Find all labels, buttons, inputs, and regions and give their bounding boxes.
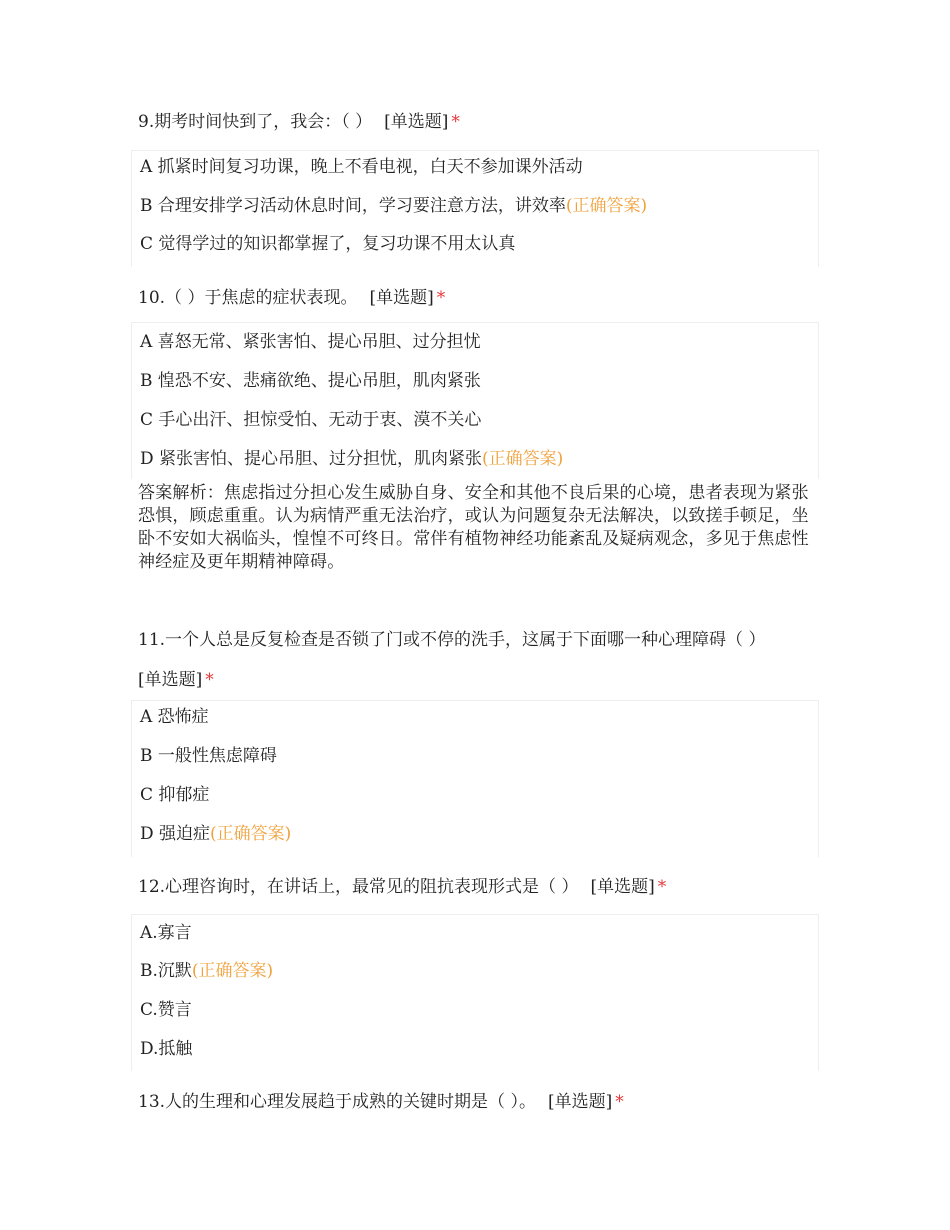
correct-answer-mark: (正确答案) <box>482 449 564 469</box>
question-11-options <box>131 700 819 857</box>
question-text: 期考时间快到了，我会：（ ） <box>154 112 373 132</box>
option-a[interactable]: A 抓紧时间复习功课，晚上不看电视，白天不参加课外活动 <box>140 157 583 177</box>
correct-answer-mark: (正确答案) <box>210 824 292 844</box>
option-d[interactable]: D 紧张害怕、提心吊胆、过分担忧，肌肉紧张(正确答案) <box>140 449 564 469</box>
answer-analysis: 答案解析：焦虑指过分担心发生威胁自身、安全和其他不良后果的心境，患者表现为紧张恐惧，顾虑重重。认为病情严重无法治疗，或认为问题复杂无法解决，以致搓手顿足，坐卧不安如大祸临头，惶惶不可终日。常伴有植物神经功能紊乱及疑病观念，多见于焦虑性神经症及更年期精神障碍。 <box>138 483 809 572</box>
correct-answer-mark: (正确答案) <box>565 196 648 216</box>
option-a[interactable]: A.寡言 <box>140 923 192 943</box>
question-9-title <box>138 108 818 136</box>
question-type-tag: [单选题] <box>138 670 203 690</box>
question-number: 10. <box>138 288 166 308</box>
required-marker: * <box>657 877 667 897</box>
option-b[interactable]: B 惶恐不安、悲痛欲绝、提心吊胆，肌肉紧张 <box>140 371 481 391</box>
question-9-options <box>131 150 819 267</box>
option-c[interactable]: C 手心出汗、担惊受怕、无动于衷、漠不关心 <box>140 410 482 430</box>
question-type-tag: [单选题] <box>369 288 434 308</box>
question-type-tag: [单选题] <box>547 1092 613 1112</box>
option-a[interactable]: A 喜怒无常、紧张害怕、提心吊胆、过分担忧 <box>140 332 481 352</box>
required-marker: * <box>205 670 214 690</box>
question-number: 12. <box>138 877 166 897</box>
question-number: 9. <box>138 112 155 132</box>
question-10-title <box>138 284 818 312</box>
option-b[interactable]: B 一般性焦虑障碍 <box>140 746 277 766</box>
question-10-options <box>131 322 819 479</box>
option-c[interactable]: C 抑郁症 <box>140 785 210 805</box>
question-number: 13. <box>138 1092 166 1112</box>
question-12-options <box>131 914 819 1071</box>
question-12-title <box>138 873 818 901</box>
required-marker: * <box>436 288 446 308</box>
question-text: 人的生理和心理发展趋于成熟的关键时期是（ ）。 <box>165 1092 536 1112</box>
option-b[interactable]: B.沉默(正确答案) <box>140 961 274 981</box>
option-d[interactable]: D.抵触 <box>140 1039 193 1059</box>
question-text: （ ）于焦虑的症状表现。 <box>165 288 358 308</box>
question-text: 一个人总是反复检查是否锁了门或不停的洗手，这属于下面哪一种心理障碍（ ） <box>165 630 766 650</box>
question-13-title <box>138 1088 818 1116</box>
required-marker: * <box>615 1092 624 1112</box>
option-d[interactable]: D 强迫症(正确答案) <box>140 824 292 844</box>
option-a[interactable]: A 恐怖症 <box>140 707 209 727</box>
question-text: 心理咨询时，在讲话上，最常见的阻抗表现形式是（ ） <box>165 877 579 897</box>
option-b[interactable]: B 合理安排学习活动休息时间，学习要注意方法，讲效率(正确答案) <box>140 196 648 216</box>
question-type-tag: [单选题] <box>590 877 655 897</box>
correct-answer-mark: (正确答案) <box>191 961 274 981</box>
option-c[interactable]: C 觉得学过的知识都掌握了，复习功课不用太认真 <box>140 234 516 254</box>
required-marker: * <box>451 112 460 132</box>
question-number: 11. <box>138 630 166 650</box>
question-type-tag: [单选题] <box>384 112 449 132</box>
question-11-title <box>138 620 818 700</box>
option-c[interactable]: C.赞言 <box>140 1000 192 1020</box>
